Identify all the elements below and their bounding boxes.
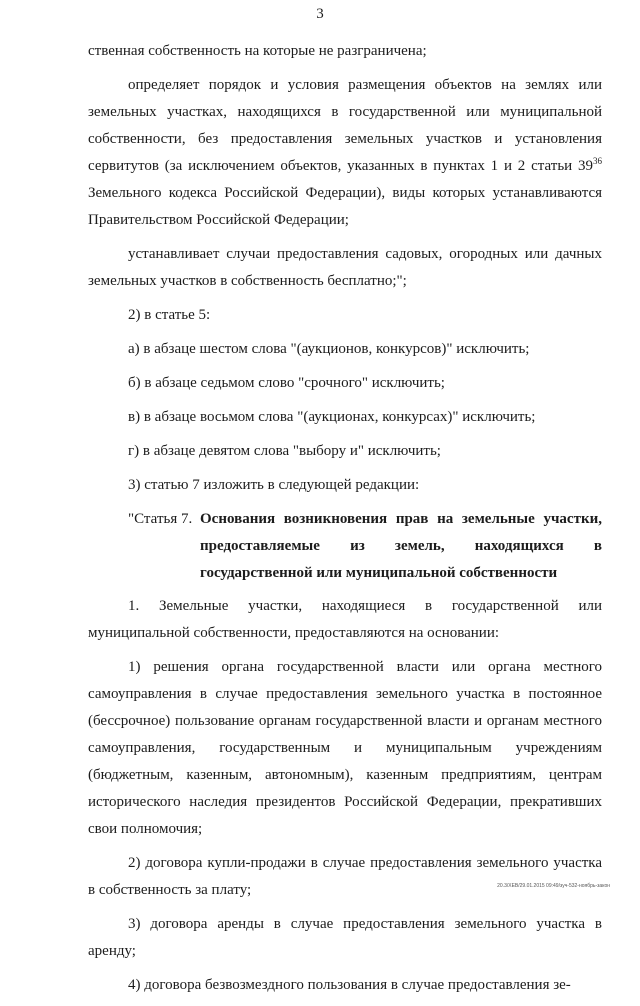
- list-item-2: 2) договора купли-продажи в случае предоставления земельного участка в собственность за плату;: [88, 855, 602, 898]
- paragraph-free-land-cases: устанавливает случаи предоставления садовых, огородных или дачных земельных участков в собственность бесплатно;";: [88, 246, 602, 289]
- paragraph-continuation: ственная собственность на которые не разграничена;: [88, 43, 427, 59]
- document-body: [88, 38, 602, 1006]
- list-item-b: б) в абзаце седьмом слово "срочного" исключить;: [128, 375, 445, 391]
- page-number: 3: [316, 6, 324, 22]
- footer-document-code: 20.3/ХЕВ/29.01.2015 09:49/зуч-532-ноябрь-закон: [497, 883, 610, 889]
- list-item-4: 4) договора безвозмездного пользования в случае предоставления зе-: [128, 977, 571, 993]
- list-item-3: 3) договора аренды в случае предоставления земельного участка в аренду;: [88, 916, 602, 959]
- list-item-a: а) в абзаце шестом слова "(аукционов, конкурсов)" исключить;: [128, 341, 530, 357]
- article-superscript: 36: [593, 156, 602, 166]
- list-item-1: 1) решения органа государственной власти или органа местного самоуправления в случае предоставления земельного участка в постоянное (бессрочное) пользование органам государственной власти и органам местного самоуправления, государственным и муниципальным учреждениям (бюджетным, казенным, автономным), казенным предприятиям, центрам исторического наследия президентов Российской Федерации, прекративших свои полномочия;: [88, 659, 602, 837]
- paragraph-article-7-intro: 3) статью 7 изложить в следующей редакции:: [128, 477, 420, 493]
- article-heading: [88, 506, 602, 587]
- article-title: Основания возникновения прав на земельные участки, предоставляемые из земель, находящихся в государственной или муниципальной собственности: [200, 511, 602, 581]
- list-item-g: г) в абзаце девятом слова "выбору и" исключить;: [128, 443, 441, 459]
- article-label: "Статья 7.: [128, 511, 193, 527]
- paragraph-article-5: 2) в статье 5:: [128, 307, 211, 323]
- paragraph-placement-order: определяет порядок и условия размещения объектов на землях или земельных участках, находящихся в государственной или муниципальной собственности, без предоставления земельных участков и установления сервитутов (за исключением объектов, указанных в пунктах 1 и 2 статьи $39^{36}$ Земельного кодекса Российской Федерации), виды которых устанавливаются Правительством Российской Федерации;: [88, 77, 602, 228]
- paragraph-point-1: 1. Земельные участки, находящиеся в государственной или муниципальной собственности, предоставляются на основании:: [88, 598, 602, 641]
- list-item-v: в) в абзаце восьмом слова "(аукционах, конкурсах)" исключить;: [128, 409, 536, 425]
